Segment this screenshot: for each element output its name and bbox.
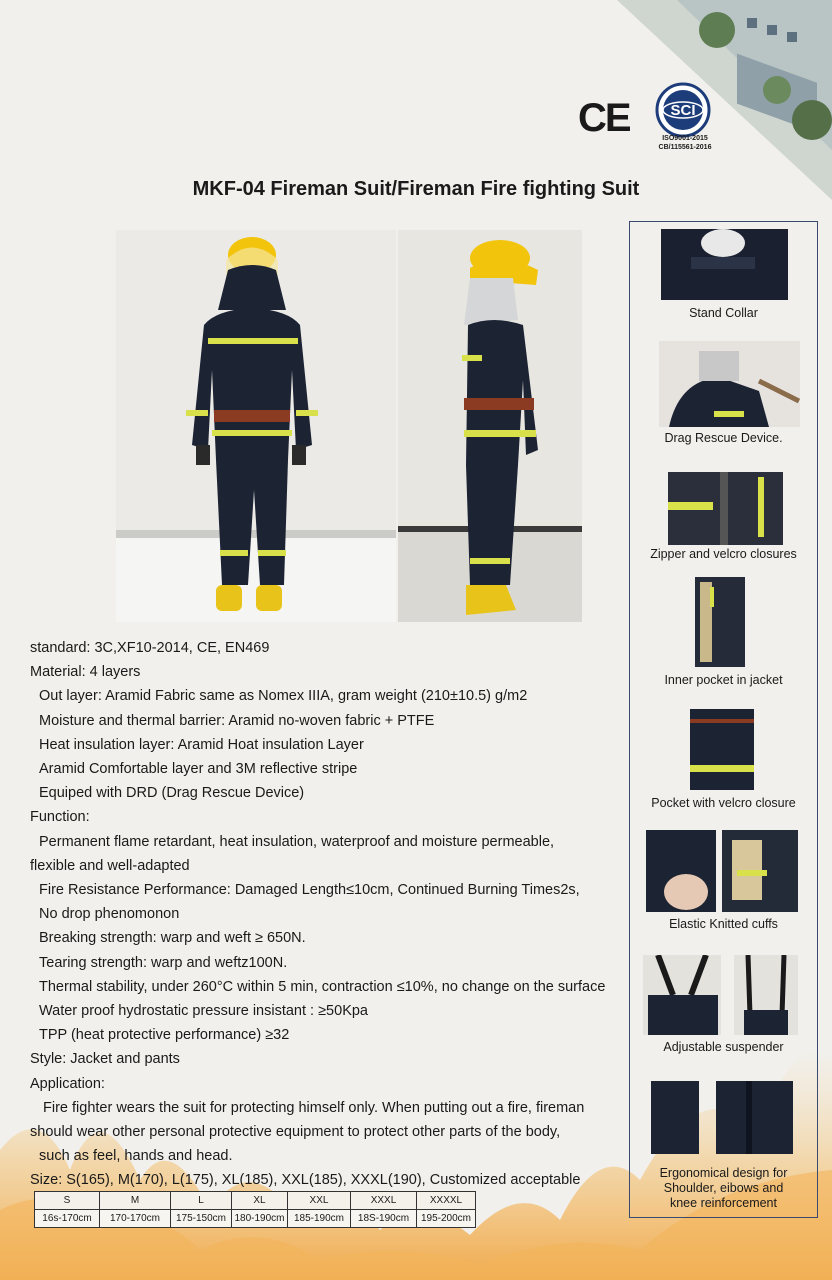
function-heading: Function: <box>30 809 90 826</box>
suspender-illustration-2 <box>734 955 798 1035</box>
elastic-cuffs-image-1 <box>646 830 716 912</box>
application-line: such as feel, hands and head. <box>39 1148 233 1165</box>
inner-pocket-illustration <box>695 577 745 667</box>
layer-item: Moisture and thermal barrier: Aramid no-woven fabric + PTFE <box>39 712 435 729</box>
suit-front-photo <box>116 230 396 622</box>
ergonomic-illustration-2 <box>716 1081 793 1154</box>
height-cell: 170-170cm <box>100 1210 171 1228</box>
stand-collar-image <box>661 229 788 300</box>
size-cell: S <box>35 1192 100 1210</box>
material-line: Material: 4 layers <box>30 664 141 681</box>
no-drop-line: No drop phenomonon <box>39 906 180 923</box>
breaking-strength-line: Breaking strength: warp and weft ≥ 650N. <box>39 930 306 947</box>
application-line: Fire fighter wears the suit for protecting himself only. When putting out a fire, fireman <box>43 1099 585 1116</box>
suit-side-photo <box>398 230 582 622</box>
feature-caption: Inner pocket in jacket <box>664 673 783 687</box>
pocket-velcro-image <box>690 709 754 790</box>
feature-caption: Stand Collar <box>689 306 758 320</box>
style-line: Style: Jacket and pants <box>30 1051 180 1068</box>
water-proof-line: Water proof hydrostatic pressure insistant : ≥50Kpa <box>39 1003 368 1020</box>
elastic-cuffs-illustration-1 <box>646 830 716 912</box>
suit-side-illustration <box>398 230 582 622</box>
ce-mark: CE <box>578 96 630 140</box>
size-cell: L <box>171 1192 232 1210</box>
size-cell: M <box>100 1192 171 1210</box>
thermal-stability-line: Thermal stability, under 260°C within 5 min, contraction ≤10%, no change on the surface <box>39 978 606 995</box>
size-row <box>35 1192 476 1210</box>
feature-caption: Elastic Knitted cuffs <box>669 917 778 931</box>
feature-caption: Pocket with velcro closure <box>651 796 796 810</box>
inner-pocket-image <box>695 577 745 667</box>
height-row <box>35 1210 476 1228</box>
tpp-line: TPP (heat protective performance) ≥32 <box>39 1027 290 1044</box>
size-line: Size: S(165), M(170), L(175), XL(185), XXL(185), XXXL(190), Customized acceptable <box>30 1172 581 1189</box>
standard-line: standard: 3C,XF10-2014, CE, EN469 <box>30 640 270 656</box>
height-cell: 175-150cm <box>171 1210 232 1228</box>
stand-collar-illustration <box>661 229 788 300</box>
height-cell: 195-200cm <box>417 1210 476 1228</box>
suspender-illustration-1 <box>643 955 721 1035</box>
factory-building-image <box>617 0 832 200</box>
certification-numbers <box>640 134 730 152</box>
feature-caption: Zipper and velcro closures <box>650 547 797 561</box>
sci-certification-logo <box>655 82 711 138</box>
elastic-cuffs-illustration-2 <box>722 830 798 912</box>
feature-caption: Ergonomical design for Shoulder, eibows and knee reinforcement <box>659 1166 788 1210</box>
feature-caption: Drag Rescue Device. <box>664 431 783 445</box>
suspender-image-1 <box>643 955 721 1035</box>
size-cell: XL <box>232 1192 288 1210</box>
ergonomic-image-1 <box>651 1081 699 1154</box>
suit-front-illustration <box>116 230 396 622</box>
size-cell: XXXXL <box>417 1192 476 1210</box>
tearing-strength-line: Tearing strength: warp and weftz100N. <box>39 954 288 971</box>
pocket-velcro-illustration <box>690 709 754 790</box>
size-cell: XXL <box>288 1192 351 1210</box>
fire-resistance-line: Fire Resistance Performance: Damaged Length≤10cm, Continued Burning Times2s, <box>39 882 580 899</box>
layer-item: Heat insulation layer: Aramid Hoat insulation Layer <box>39 736 364 753</box>
height-cell: 185-190cm <box>288 1210 351 1228</box>
elastic-cuffs-image-2 <box>722 830 798 912</box>
function-line: flexible and well-adapted <box>30 857 190 874</box>
cert-line: ISO9001-2015 <box>662 135 708 142</box>
layer-item: Aramid Comfortable layer and 3M reflective stripe <box>39 761 358 778</box>
drag-rescue-image <box>659 341 800 427</box>
cert-line: CB/115561-2016 <box>658 144 712 151</box>
height-cell: 16s-170cm <box>35 1210 100 1228</box>
specification-block <box>30 636 630 1193</box>
ergonomic-image-2 <box>716 1081 793 1154</box>
sci-logo-text: SCI <box>670 102 696 119</box>
function-line: Permanent flame retardant, heat insulation, waterproof and moisture permeable, <box>39 833 555 850</box>
layer-item: Out layer: Aramid Fabric same as Nomex IIIA, gram weight (210±10.5) g/m2 <box>39 688 528 705</box>
product-title: MKF-04 Fireman Suit/Fireman Fire fighting Suit <box>192 178 640 200</box>
zipper-velcro-illustration <box>668 472 783 545</box>
drag-rescue-illustration <box>659 341 800 427</box>
height-cell: 18S-190cm <box>351 1210 417 1228</box>
feature-caption: Adjustable suspender <box>663 1040 784 1054</box>
suspender-image-2 <box>734 955 798 1035</box>
layer-item: Equiped with DRD (Drag Rescue Device) <box>39 785 305 802</box>
height-cell: 180-190cm <box>232 1210 288 1228</box>
size-table <box>34 1191 476 1228</box>
size-cell: XXXL <box>351 1192 417 1210</box>
application-line: should wear other personal protective equipment to protect other parts of the body, <box>30 1124 561 1141</box>
application-heading: Application: <box>30 1075 105 1092</box>
zipper-velcro-image <box>668 472 783 545</box>
